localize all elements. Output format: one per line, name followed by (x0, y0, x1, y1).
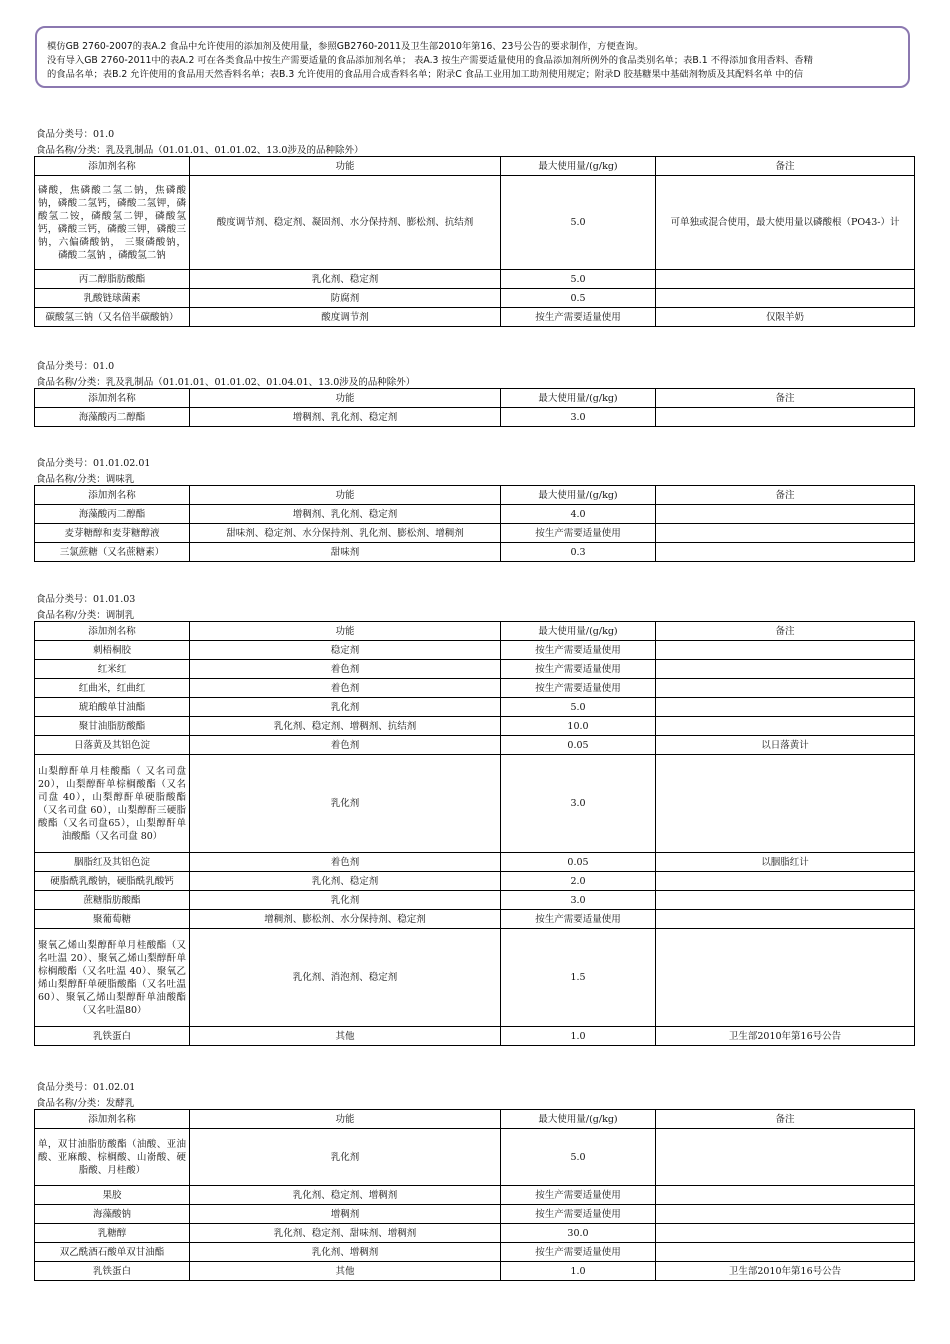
table-row (35, 289, 915, 308)
table-row (35, 755, 915, 853)
table-row (35, 1205, 915, 1224)
additive-name-cell: 海藻酸丙二醇酯 (35, 505, 190, 524)
remarks-cell (656, 1243, 915, 1262)
additive-name-cell: 乳铁蛋白 (35, 1027, 190, 1046)
max-usage-cell: 1.0 (501, 1027, 656, 1046)
remarks-cell (656, 755, 915, 853)
function-cell: 乳化剂 (190, 755, 501, 853)
remarks-cell (656, 641, 915, 660)
max-usage-cell: 按生产需要适量使用 (501, 660, 656, 679)
table-row (35, 1129, 915, 1186)
function-cell: 乳化剂、增稠剂 (190, 1243, 501, 1262)
remarks-cell: 可单独或混合使用，最大使用量以磷酸根（PO43-）计 (656, 176, 915, 270)
max-usage-cell: 1.0 (501, 1262, 656, 1281)
header-function: 功能 (190, 486, 501, 505)
food-category-name: 食品名称/分类：调制乳 (36, 610, 135, 621)
additive-name-cell: 磷酸，焦磷酸二氢二钠，焦磷酸钠，磷酸二氢钙，磷酸二氢钾，磷酸氢二铵，磷酸氢二钾，磷酸氢钙，磷酸三钙，磷酸三钾，磷酸三钠，六偏磷酸钠， 三聚磷酸钠， 磷酸二氢钠 ，磷酸氢二钠 (35, 176, 190, 270)
function-cell: 乳化剂、稳定剂、增稠剂 (190, 1186, 501, 1205)
info-note-line-3: 的食品名单；表B.2 允许使用的食品用天然香料名单；表B.3 允许使用的食品用合成香料名单；附录C 食品工业用加工助剂使用规定；附录D 胶基糖果中基础剂物质及其配料名单 中的信 (47, 69, 804, 80)
header-function: 功能 (190, 389, 501, 408)
remarks-cell (656, 872, 915, 891)
max-usage-cell: 1.5 (501, 929, 656, 1027)
table-row (35, 891, 915, 910)
additive-name-cell: 单，双甘油脂肪酸酯（油酸、亚油酸、亚麻酸、棕榈酸、山嵛酸、硬脂酸、月桂酸） (35, 1129, 190, 1186)
additive-name-cell: 胭脂红及其铝色淀 (35, 853, 190, 872)
header-additive-name: 添加剂名称 (35, 389, 190, 408)
max-usage-cell: 按生产需要适量使用 (501, 524, 656, 543)
max-usage-cell: 按生产需要适量使用 (501, 308, 656, 327)
function-cell: 乳化剂 (190, 698, 501, 717)
additive-table (34, 621, 915, 1046)
additive-name-cell: 红米红 (35, 660, 190, 679)
table-row (35, 308, 915, 327)
table-row (35, 853, 915, 872)
remarks-cell: 仅限羊奶 (656, 308, 915, 327)
function-cell: 乳化剂 (190, 1129, 501, 1186)
max-usage-cell: 按生产需要适量使用 (501, 910, 656, 929)
additive-name-cell: 海藻酸钠 (35, 1205, 190, 1224)
additive-name-cell: 硬脂酰乳酸钠，硬脂酰乳酸钙 (35, 872, 190, 891)
food-category-name: 食品名称/分类：调味乳 (36, 474, 135, 485)
remarks-cell: 以胭脂红计 (656, 853, 915, 872)
table-row (35, 408, 915, 427)
remarks-cell (656, 679, 915, 698)
food-category-code: 食品分类号：01.0 (36, 361, 115, 372)
food-category-code: 食品分类号：01.02.01 (36, 1082, 136, 1093)
additive-table (34, 485, 915, 562)
table-row (35, 176, 915, 270)
remarks-cell (656, 891, 915, 910)
function-cell: 其他 (190, 1027, 501, 1046)
food-category-code: 食品分类号：01.01.03 (36, 594, 136, 605)
table-row (35, 270, 915, 289)
additive-name-cell: 日落黄及其铝色淀 (35, 736, 190, 755)
table-row (35, 910, 915, 929)
max-usage-cell: 5.0 (501, 176, 656, 270)
info-note-box (35, 26, 910, 88)
additive-name-cell: 果胶 (35, 1186, 190, 1205)
function-cell: 乳化剂、消泡剂、稳定剂 (190, 929, 501, 1027)
function-cell: 乳化剂、稳定剂、增稠剂、抗结剂 (190, 717, 501, 736)
remarks-cell (656, 289, 915, 308)
table-row (35, 717, 915, 736)
food-category-name: 食品名称/分类：发酵乳 (36, 1098, 135, 1109)
section-dairy-general-1 (34, 126, 914, 327)
max-usage-cell: 0.05 (501, 853, 656, 872)
remarks-cell (656, 270, 915, 289)
header-max-usage: 最大使用量/(g/kg) (501, 157, 656, 176)
remarks-cell (656, 1129, 915, 1186)
additive-name-cell: 聚葡萄糖 (35, 910, 190, 929)
remarks-cell: 卫生部2010年第16号公告 (656, 1262, 915, 1281)
remarks-cell: 以日落黄计 (656, 736, 915, 755)
function-cell: 着色剂 (190, 660, 501, 679)
remarks-cell (656, 1224, 915, 1243)
header-remarks: 备注 (656, 622, 915, 641)
header-max-usage: 最大使用量/(g/kg) (501, 1110, 656, 1129)
header-remarks: 备注 (656, 389, 915, 408)
function-cell: 增稠剂、膨松剂、水分保持剂、稳定剂 (190, 910, 501, 929)
max-usage-cell: 2.0 (501, 872, 656, 891)
header-function: 功能 (190, 622, 501, 641)
additive-name-cell: 山梨醇酐单月桂酸酯（ 又名司盘 20），山梨醇酐单棕榈酸酯（又名司盘 40），山梨醇酐单硬脂酸酯（又名司盘 60），山梨醇酐三硬脂酸酯（又名司盘65），山梨醇酐单油酸酯（又名司盘 80） (35, 755, 190, 853)
remarks-cell (656, 524, 915, 543)
table-row (35, 698, 915, 717)
food-category-code: 食品分类号：01.0 (36, 129, 115, 140)
table-row (35, 736, 915, 755)
additive-name-cell: 红曲米，红曲红 (35, 679, 190, 698)
table-header-row (35, 486, 915, 505)
header-remarks: 备注 (656, 157, 915, 176)
table-header-row (35, 1110, 915, 1129)
max-usage-cell: 0.3 (501, 543, 656, 562)
table-row (35, 1224, 915, 1243)
function-cell: 着色剂 (190, 736, 501, 755)
additive-table (34, 388, 915, 427)
max-usage-cell: 按生产需要适量使用 (501, 1186, 656, 1205)
max-usage-cell: 0.05 (501, 736, 656, 755)
header-remarks: 备注 (656, 1110, 915, 1129)
function-cell: 乳化剂 (190, 891, 501, 910)
max-usage-cell: 3.0 (501, 408, 656, 427)
max-usage-cell: 按生产需要适量使用 (501, 679, 656, 698)
function-cell: 着色剂 (190, 679, 501, 698)
table-header-row (35, 389, 915, 408)
function-cell: 增稠剂、乳化剂、稳定剂 (190, 408, 501, 427)
additive-name-cell: 三氯蔗糖（又名蔗糖素） (35, 543, 190, 562)
remarks-cell (656, 408, 915, 427)
table-row (35, 872, 915, 891)
header-max-usage: 最大使用量/(g/kg) (501, 389, 656, 408)
additive-name-cell: 丙二醇脂肪酸酯 (35, 270, 190, 289)
remarks-cell (656, 698, 915, 717)
max-usage-cell: 5.0 (501, 270, 656, 289)
function-cell: 酸度调节剂 (190, 308, 501, 327)
header-max-usage: 最大使用量/(g/kg) (501, 622, 656, 641)
function-cell: 甜味剂、稳定剂、水分保持剂、乳化剂、膨松剂、增稠剂 (190, 524, 501, 543)
remarks-cell (656, 505, 915, 524)
table-row (35, 929, 915, 1027)
table-row (35, 1186, 915, 1205)
header-remarks: 备注 (656, 486, 915, 505)
max-usage-cell: 5.0 (501, 1129, 656, 1186)
table-row (35, 1027, 915, 1046)
table-row (35, 543, 915, 562)
section-modified-milk (34, 591, 914, 1046)
max-usage-cell: 按生产需要适量使用 (501, 1243, 656, 1262)
function-cell: 乳化剂、稳定剂 (190, 872, 501, 891)
function-cell: 酸度调节剂、稳定剂、凝固剂、水分保持剂、膨松剂、抗结剂 (190, 176, 501, 270)
info-note-line-2: 没有导入GB 2760-2011中的表A.2 可在各类食品中按生产需要适量的食品添加剂名单； 表A.3 按生产需要适量使用的食品添加剂所例外的食品类别名单；表B.1 不得添加食用香料、香精 (47, 55, 813, 66)
additive-name-cell: 聚氧乙烯山梨醇酐单月桂酸酯（又名吐温 20）、聚氧乙烯山梨醇酐单棕榈酸酯（又名吐温 40）、聚氧乙烯山梨醇酐单硬脂酸酯（又名吐温 60）、聚氧乙烯山梨醇酐单油酸酯（又名吐温80） (35, 929, 190, 1027)
additive-name-cell: 乳酸链球菌素 (35, 289, 190, 308)
table-header-row (35, 622, 915, 641)
table-row (35, 524, 915, 543)
table-header-row (35, 157, 915, 176)
header-function: 功能 (190, 1110, 501, 1129)
function-cell: 其他 (190, 1262, 501, 1281)
table-row (35, 505, 915, 524)
function-cell: 着色剂 (190, 853, 501, 872)
food-category-name: 食品名称/分类：乳及乳制品（01.01.01、01.01.02、13.0涉及的品种除外） (36, 145, 364, 156)
additive-name-cell: 海藻酸丙二醇酯 (35, 408, 190, 427)
remarks-cell (656, 929, 915, 1027)
remarks-cell (656, 543, 915, 562)
table-row (35, 1262, 915, 1281)
additive-name-cell: 刺梧桐胶 (35, 641, 190, 660)
additive-name-cell: 蔗糖脂肪酸酯 (35, 891, 190, 910)
table-row (35, 641, 915, 660)
additive-name-cell: 碳酸氢三钠（又名倍半碳酸钠） (35, 308, 190, 327)
max-usage-cell: 5.0 (501, 698, 656, 717)
additive-name-cell: 乳糖醇 (35, 1224, 190, 1243)
remarks-cell (656, 717, 915, 736)
header-additive-name: 添加剂名称 (35, 1110, 190, 1129)
food-category-code: 食品分类号：01.01.02.01 (36, 458, 151, 469)
additive-name-cell: 聚甘油脂肪酸酯 (35, 717, 190, 736)
additive-name-cell: 麦芽糖醇和麦芽糖醇液 (35, 524, 190, 543)
header-additive-name: 添加剂名称 (35, 486, 190, 505)
header-additive-name: 添加剂名称 (35, 157, 190, 176)
additive-table (34, 156, 915, 327)
max-usage-cell: 10.0 (501, 717, 656, 736)
max-usage-cell: 按生产需要适量使用 (501, 641, 656, 660)
function-cell: 乳化剂、稳定剂 (190, 270, 501, 289)
remarks-cell: 卫生部2010年第16号公告 (656, 1027, 915, 1046)
additive-table (34, 1109, 915, 1281)
max-usage-cell: 按生产需要适量使用 (501, 1205, 656, 1224)
additive-name-cell: 琥珀酸单甘油酯 (35, 698, 190, 717)
table-row (35, 1243, 915, 1262)
section-fermented-milk (34, 1079, 914, 1281)
max-usage-cell: 3.0 (501, 755, 656, 853)
max-usage-cell: 30.0 (501, 1224, 656, 1243)
info-note-line-1: 模仿GB 2760-2007的表A.2 食品中允许使用的添加剂及使用量，参照GB2760-2011及卫生部2010年第16、23号公告的要求制作，方便查询。 (47, 41, 644, 52)
section-dairy-general-2 (34, 358, 914, 427)
function-cell: 稳定剂 (190, 641, 501, 660)
section-flavored-milk (34, 455, 914, 562)
header-function: 功能 (190, 157, 501, 176)
food-category-name: 食品名称/分类：乳及乳制品（01.01.01、01.01.02、01.04.01、13.0涉及的品种除外） (36, 377, 416, 388)
remarks-cell (656, 1205, 915, 1224)
table-row (35, 679, 915, 698)
max-usage-cell: 3.0 (501, 891, 656, 910)
function-cell: 防腐剂 (190, 289, 501, 308)
function-cell: 增稠剂、乳化剂、稳定剂 (190, 505, 501, 524)
function-cell: 乳化剂、稳定剂、甜味剂、增稠剂 (190, 1224, 501, 1243)
additive-name-cell: 双乙酰酒石酸单双甘油酯 (35, 1243, 190, 1262)
table-row (35, 660, 915, 679)
header-additive-name: 添加剂名称 (35, 622, 190, 641)
function-cell: 增稠剂 (190, 1205, 501, 1224)
remarks-cell (656, 660, 915, 679)
max-usage-cell: 4.0 (501, 505, 656, 524)
remarks-cell (656, 910, 915, 929)
additive-name-cell: 乳铁蛋白 (35, 1262, 190, 1281)
function-cell: 甜味剂 (190, 543, 501, 562)
max-usage-cell: 0.5 (501, 289, 656, 308)
remarks-cell (656, 1186, 915, 1205)
header-max-usage: 最大使用量/(g/kg) (501, 486, 656, 505)
